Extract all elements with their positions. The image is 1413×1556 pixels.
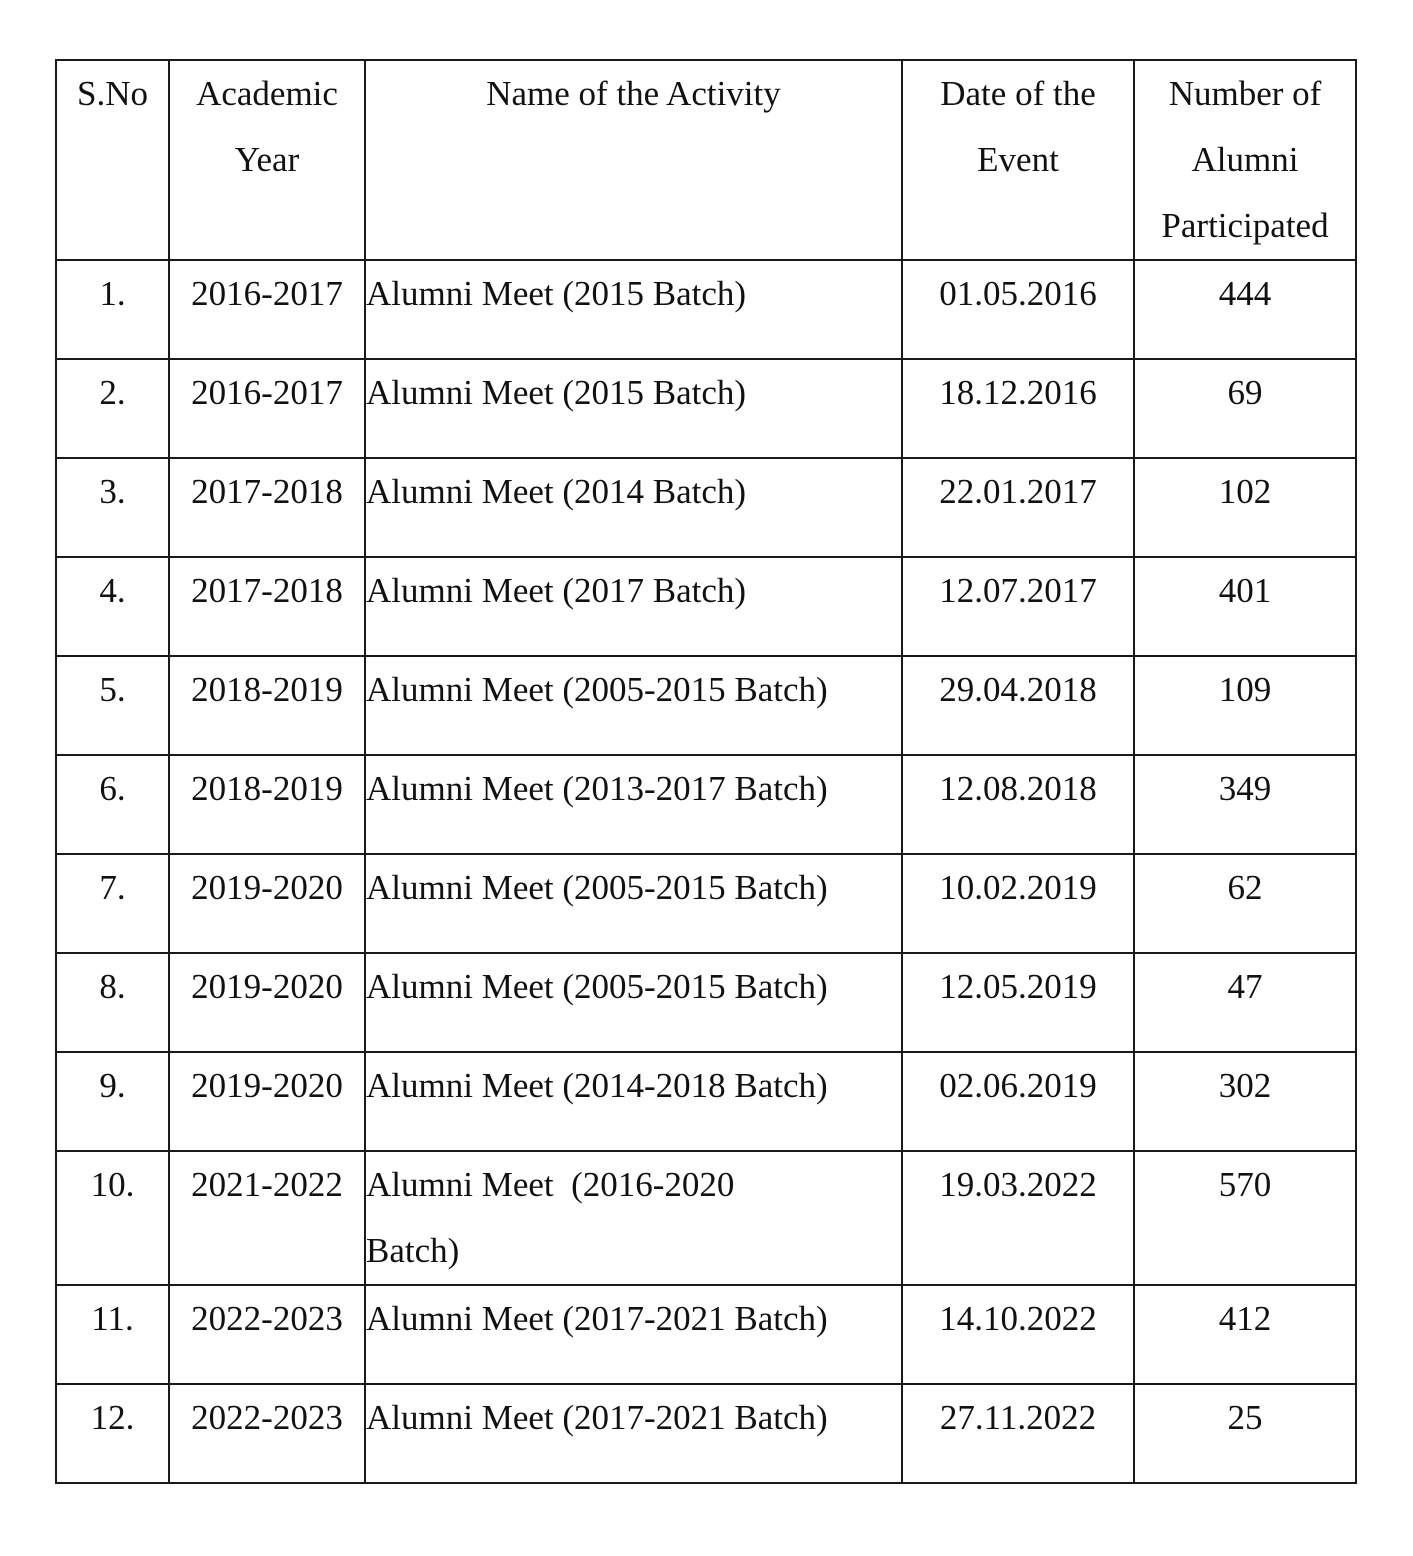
table-row — [56, 1151, 1356, 1285]
cell-academic-year: 2019-2020 — [169, 953, 365, 1052]
cell-activity-name: Alumni Meet (2005-2015 Batch) — [365, 953, 902, 1052]
cell-event-date: 19.03.2022 — [902, 1151, 1134, 1285]
cell-alumni-count: 62 — [1134, 854, 1356, 953]
cell-event-date: 14.10.2022 — [902, 1285, 1134, 1384]
cell-event-date: 02.06.2019 — [902, 1052, 1134, 1151]
cell-sno: 6. — [56, 755, 169, 854]
cell-academic-year: 2017-2018 — [169, 458, 365, 557]
cell-alumni-count: 25 — [1134, 1384, 1356, 1483]
table-row — [56, 953, 1356, 1052]
cell-alumni-count: 109 — [1134, 656, 1356, 755]
table-row — [56, 458, 1356, 557]
header-event-date: Date of the Event — [902, 60, 1134, 260]
cell-event-date: 22.01.2017 — [902, 458, 1134, 557]
cell-event-date: 18.12.2016 — [902, 359, 1134, 458]
table-row — [56, 854, 1356, 953]
cell-sno: 11. — [56, 1285, 169, 1384]
cell-academic-year: 2019-2020 — [169, 1052, 365, 1151]
header-academic-year: Academic Year — [169, 60, 365, 260]
cell-academic-year: 2016-2017 — [169, 359, 365, 458]
table-row — [56, 755, 1356, 854]
cell-alumni-count: 302 — [1134, 1052, 1356, 1151]
cell-event-date: 12.05.2019 — [902, 953, 1134, 1052]
cell-activity-name: Alumni Meet (2005-2015 Batch) — [365, 854, 902, 953]
cell-activity-name: Alumni Meet (2005-2015 Batch) — [365, 656, 902, 755]
cell-academic-year: 2022-2023 — [169, 1384, 365, 1483]
cell-activity-name: Alumni Meet (2014 Batch) — [365, 458, 902, 557]
table-row — [56, 359, 1356, 458]
cell-academic-year: 2021-2022 — [169, 1151, 365, 1285]
table-row — [56, 1285, 1356, 1384]
cell-alumni-count: 47 — [1134, 953, 1356, 1052]
cell-event-date: 29.04.2018 — [902, 656, 1134, 755]
cell-academic-year: 2018-2019 — [169, 656, 365, 755]
cell-academic-year: 2016-2017 — [169, 260, 365, 359]
table-row — [56, 1384, 1356, 1483]
cell-event-date: 01.05.2016 — [902, 260, 1134, 359]
table-row — [56, 656, 1356, 755]
cell-alumni-count: 102 — [1134, 458, 1356, 557]
table-row — [56, 557, 1356, 656]
header-sno: S.No — [56, 60, 169, 260]
cell-sno: 2. — [56, 359, 169, 458]
cell-event-date: 12.07.2017 — [902, 557, 1134, 656]
cell-alumni-count: 412 — [1134, 1285, 1356, 1384]
cell-sno: 10. — [56, 1151, 169, 1285]
cell-sno: 1. — [56, 260, 169, 359]
cell-alumni-count: 69 — [1134, 359, 1356, 458]
cell-activity-name: Alumni Meet (2013-2017 Batch) — [365, 755, 902, 854]
cell-academic-year: 2018-2019 — [169, 755, 365, 854]
cell-alumni-count: 444 — [1134, 260, 1356, 359]
cell-activity-name: Alumni Meet (2014-2018 Batch) — [365, 1052, 902, 1151]
alumni-activities-table — [55, 59, 1357, 1484]
cell-activity-name: Alumni Meet (2017 Batch) — [365, 557, 902, 656]
cell-sno: 7. — [56, 854, 169, 953]
header-alumni-count: Number of Alumni Participated — [1134, 60, 1356, 260]
cell-activity-name: Alumni Meet (2015 Batch) — [365, 359, 902, 458]
cell-sno: 3. — [56, 458, 169, 557]
cell-event-date: 12.08.2018 — [902, 755, 1134, 854]
cell-sno: 12. — [56, 1384, 169, 1483]
cell-event-date: 10.02.2019 — [902, 854, 1134, 953]
cell-sno: 5. — [56, 656, 169, 755]
cell-activity-name: Alumni Meet (2015 Batch) — [365, 260, 902, 359]
cell-academic-year: 2017-2018 — [169, 557, 365, 656]
cell-academic-year: 2022-2023 — [169, 1285, 365, 1384]
cell-academic-year: 2019-2020 — [169, 854, 365, 953]
cell-alumni-count: 570 — [1134, 1151, 1356, 1285]
cell-sno: 4. — [56, 557, 169, 656]
cell-event-date: 27.11.2022 — [902, 1384, 1134, 1483]
cell-alumni-count: 401 — [1134, 557, 1356, 656]
cell-alumni-count: 349 — [1134, 755, 1356, 854]
cell-activity-name: Alumni Meet (2017-2021 Batch) — [365, 1285, 902, 1384]
cell-sno: 8. — [56, 953, 169, 1052]
cell-sno: 9. — [56, 1052, 169, 1151]
table-header-row — [56, 60, 1356, 260]
cell-activity-name: Alumni Meet (2017-2021 Batch) — [365, 1384, 902, 1483]
table-row — [56, 1052, 1356, 1151]
header-activity-name: Name of the Activity — [365, 60, 902, 260]
table-row — [56, 260, 1356, 359]
cell-activity-name: Alumni Meet (2016-2020 Batch) — [365, 1151, 902, 1285]
